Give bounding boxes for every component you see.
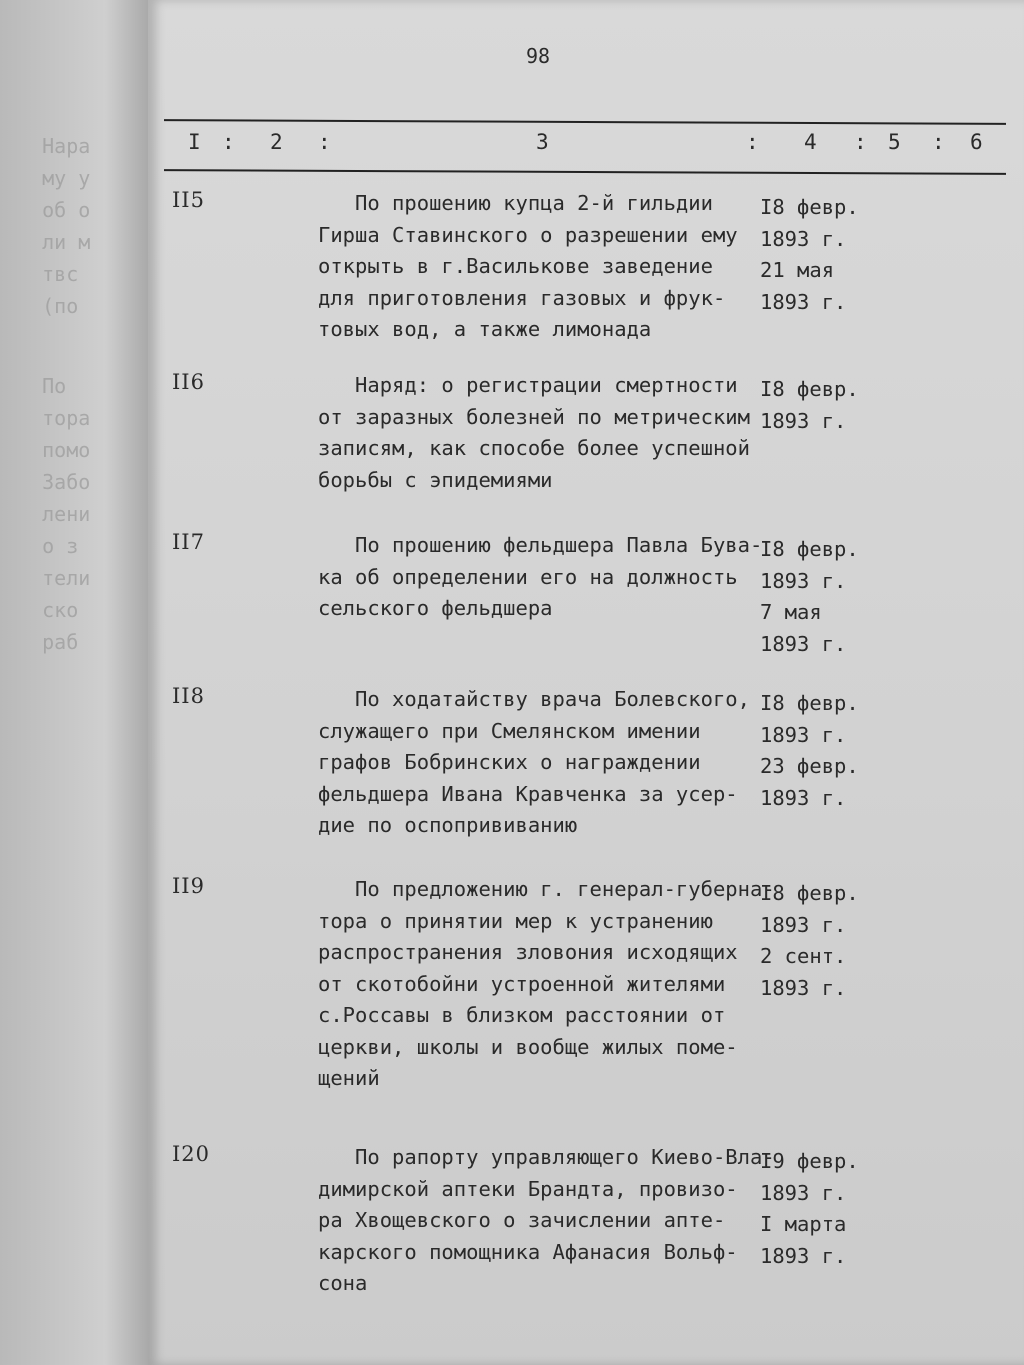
entry-dates: I8 февр. 1893 г. 23 февр. 1893 г.: [760, 691, 859, 810]
column-separator: :: [854, 130, 867, 154]
entry-number: II5: [172, 188, 205, 212]
entry-dates: I8 февр. 1893 г. 2 сент. 1893 г.: [760, 881, 859, 1000]
column-header-5: 5: [888, 130, 901, 154]
bleed-through-text: По тора помо Забо лени о з тели ско раб: [42, 374, 91, 654]
entry-number: II8: [172, 684, 205, 708]
entry-description: По рапорту управляющего Киево-Вла- димирской аптеки Брандта, провизо- ра Хвощевского о зачислении апте- карского помощника Афанасия Вольф- сона: [318, 1145, 775, 1295]
bleed-through-text: Нара му у об о ли м твс (по: [42, 134, 91, 318]
column-separator: :: [222, 130, 235, 154]
header-rule-top: [164, 119, 1006, 125]
column-header-4: 4: [804, 130, 817, 154]
entry-number: II6: [172, 370, 205, 394]
entry-dates: I8 февр. 1893 г.: [760, 377, 859, 433]
entry-description: По предложению г. генерал-губерна- тора о принятии мер к устранению распространения зловония исходящих от скотобойни устроенной жителями с.Россавы в близком расстоянии от церкви, школы и вообще жилых поме- щений: [318, 877, 775, 1090]
entry-dates: I9 февр. 1893 г. I марта 1893 г.: [760, 1149, 859, 1268]
column-header-2: 2: [270, 130, 283, 154]
header-rule-bottom: [164, 169, 1006, 175]
column-separator: :: [746, 130, 759, 154]
column-header-3: 3: [536, 130, 549, 154]
column-header-1: I: [188, 130, 201, 154]
entry-number: II9: [172, 874, 205, 898]
entry-description: По прошению фельдшера Павла Бува- ка об определении его на должность сельского фельдшера: [318, 533, 763, 620]
entry-number: II7: [172, 530, 205, 554]
column-separator: :: [318, 130, 331, 154]
entry-dates: I8 февр. 1893 г. 21 мая 1893 г.: [760, 195, 859, 314]
column-header-6: 6: [970, 130, 983, 154]
column-separator: :: [932, 130, 945, 154]
entry-description: Наряд: о регистрации смертности от заразных болезней по метрическим записям, как способе более успешной борьбы с эпидемиями: [318, 373, 750, 492]
left-facing-page: [0, 0, 150, 1365]
entry-number: I20: [172, 1142, 211, 1166]
document-page: [148, 0, 1024, 1365]
page-number: 98: [526, 44, 551, 68]
entry-description: По прошению купца 2-й гильдии Гирша Ставинского о разрешении ему открыть в г.Василькове заведение для приготовления газовых и фрук- товых вод, а также лимонада: [318, 191, 738, 341]
entry-dates: I8 февр. 1893 г. 7 мая 1893 г.: [760, 537, 859, 656]
entry-description: По ходатайству врача Болевского, служащего при Смелянском имении графов Бобринских о награждении фельдшера Ивана Кравченка за усер- дие по оспопрививанию: [318, 687, 750, 837]
